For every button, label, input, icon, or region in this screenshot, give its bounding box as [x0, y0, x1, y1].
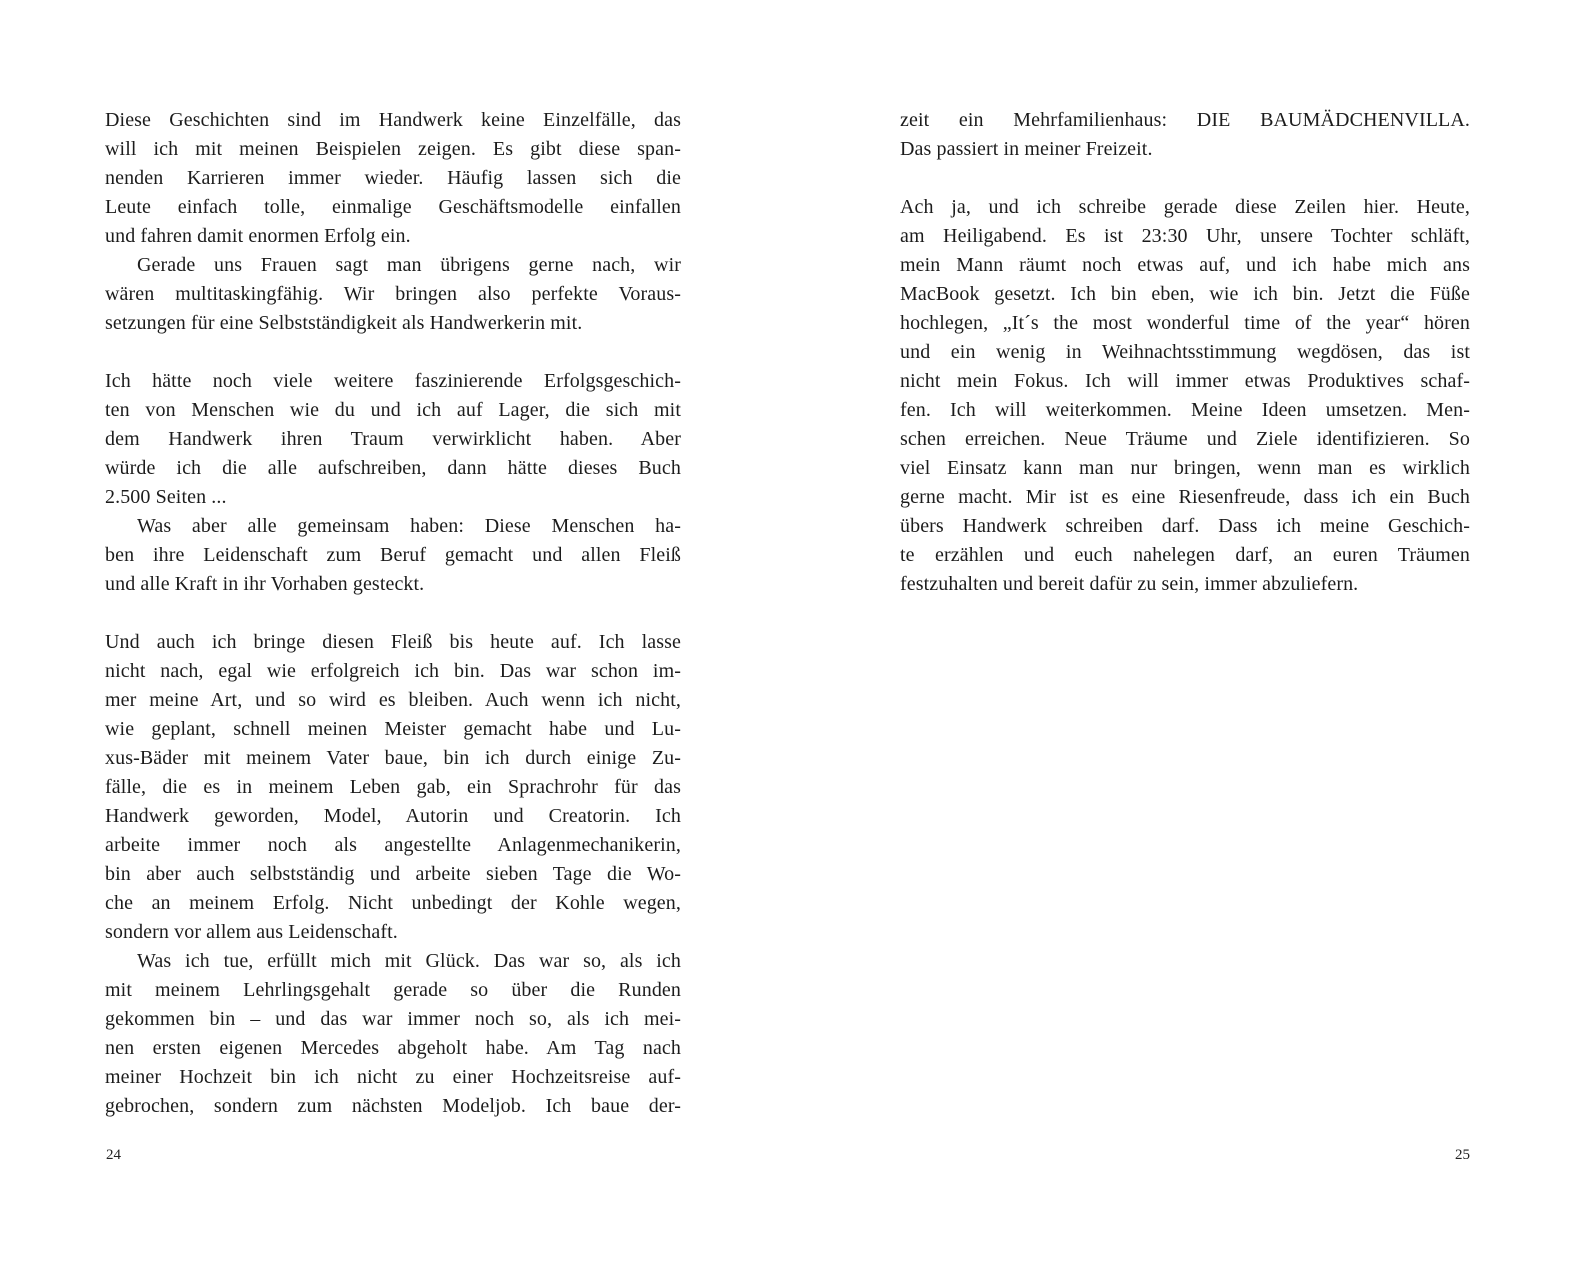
text-line: wie geplant, schnell meinen Meister gemacht habe und Lu-: [105, 718, 681, 740]
text-line: che an meinem Erfolg. Nicht unbedingt der Kohle wegen,: [105, 892, 681, 914]
text-line: nenden Karrieren immer wieder. Häufig lassen sich die: [105, 167, 681, 189]
text-line: und ein wenig in Weihnachtsstimmung wegdösen, das ist: [900, 341, 1470, 363]
paragraph: [105, 512, 681, 599]
page-right-text: [900, 106, 1470, 599]
text-line: fen. Ich will weiterkommen. Meine Ideen umsetzen. Men-: [900, 399, 1470, 421]
text-line: arbeite immer noch als angestellte Anlagenmechanikerin,: [105, 834, 681, 856]
text-line: gerne macht. Mir ist es eine Riesenfreude, dass ich ein Buch: [900, 486, 1470, 508]
text-line: würde ich die alle aufschreiben, dann hätte dieses Buch: [105, 457, 681, 479]
text-line: Und auch ich bringe diesen Fleiß bis heute auf. Ich lasse: [105, 631, 681, 653]
text-line: Leute einfach tolle, einmalige Geschäftsmodelle einfallen: [105, 196, 681, 218]
text-line: nicht nach, egal wie erfolgreich ich bin. Das war schon im-: [105, 660, 681, 682]
paragraph: [105, 106, 681, 251]
text-line: mit meinem Lehrlingsgehalt gerade so über die Runden: [105, 979, 681, 1001]
text-line: nen ersten eigenen Mercedes abgeholt habe. Am Tag nach: [105, 1037, 681, 1059]
text-line: mein Mann räumt noch etwas auf, und ich habe mich ans: [900, 254, 1470, 276]
paragraph: [105, 628, 681, 947]
text-line: sondern vor allem aus Leidenschaft.: [105, 921, 398, 943]
text-line: ten von Menschen wie du und ich auf Lager, die sich mit: [105, 399, 681, 421]
text-line: ben ihre Leidenschaft zum Beruf gemacht und allen Fleiß: [105, 544, 681, 566]
text-line: mer meine Art, und so wird es bleiben. Auch wenn ich nicht,: [105, 689, 681, 711]
text-line: Handwerk geworden, Model, Autorin und Creatorin. Ich: [105, 805, 681, 827]
paragraph: [105, 947, 681, 1121]
text-line: Was aber alle gemeinsam haben: Diese Menschen ha-: [137, 515, 681, 537]
text-line: Das passiert in meiner Freizeit.: [900, 138, 1153, 160]
text-line: nicht mein Fokus. Ich will immer etwas Produktives schaf-: [900, 370, 1470, 392]
text-line: will ich mit meinen Beispielen zeigen. Es gibt diese span-: [105, 138, 681, 160]
text-line: Was ich tue, erfüllt mich mit Glück. Das war so, als ich: [137, 950, 681, 972]
text-line: bin aber auch selbstständig und arbeite sieben Tage die Wo-: [105, 863, 681, 885]
text-line: und alle Kraft in ihr Vorhaben gesteckt.: [105, 573, 425, 595]
page-number-left: 24: [106, 1147, 121, 1163]
text-line: Diese Geschichten sind im Handwerk keine Einzelfälle, das: [105, 109, 681, 131]
paragraph: [105, 367, 681, 512]
paragraph: [900, 106, 1470, 164]
page-number-right: 25: [1455, 1147, 1470, 1163]
text-line: festzuhalten und bereit dafür zu sein, immer abzuliefern.: [900, 573, 1359, 595]
text-line: zeit ein Mehrfamilienhaus: DIE BAUMÄDCHENVILLA.: [900, 109, 1470, 131]
text-line: xus-Bäder mit meinem Vater baue, bin ich durch einige Zu-: [105, 747, 681, 769]
text-line: übers Handwerk schreiben darf. Dass ich meine Geschich-: [900, 515, 1470, 537]
text-line: Ich hätte noch viele weitere faszinierende Erfolgsgeschich-: [105, 370, 681, 392]
text-line: gekommen bin – und das war immer noch so, als ich mei-: [105, 1008, 681, 1030]
paragraph: [900, 193, 1470, 599]
page-left-text: [105, 106, 681, 1121]
paragraph: [105, 251, 681, 338]
text-line: Gerade uns Frauen sagt man übrigens gerne nach, wir: [137, 254, 681, 276]
text-line: wären multitaskingfähig. Wir bringen also perfekte Voraus-: [105, 283, 681, 305]
text-line: te erzählen und euch nahelegen darf, an euren Träumen: [900, 544, 1470, 566]
text-line: viel Einsatz kann man nur bringen, wenn man es wirklich: [900, 457, 1470, 479]
text-line: fälle, die es in meinem Leben gab, ein Sprachrohr für das: [105, 776, 681, 798]
text-line: dem Handwerk ihren Traum verwirklicht haben. Aber: [105, 428, 681, 450]
text-line: hochlegen, „It´s the most wonderful time of the year“ hören: [900, 312, 1470, 334]
text-line: gebrochen, sondern zum nächsten Modeljob. Ich baue der-: [105, 1095, 681, 1117]
text-line: Ach ja, und ich schreibe gerade diese Zeilen hier. Heute,: [900, 196, 1470, 218]
text-line: am Heiligabend. Es ist 23:30 Uhr, unsere Tochter schläft,: [900, 225, 1470, 247]
text-line: MacBook gesetzt. Ich bin eben, wie ich bin. Jetzt die Füße: [900, 283, 1470, 305]
text-line: und fahren damit enormen Erfolg ein.: [105, 225, 411, 247]
text-line: schen erreichen. Neue Träume und Ziele identifizieren. So: [900, 428, 1470, 450]
text-line: setzungen für eine Selbstständigkeit als Handwerkerin mit.: [105, 312, 583, 334]
text-line: meiner Hochzeit bin ich nicht zu einer Hochzeitsreise auf-: [105, 1066, 681, 1088]
text-line: 2.500 Seiten ...: [105, 486, 227, 508]
